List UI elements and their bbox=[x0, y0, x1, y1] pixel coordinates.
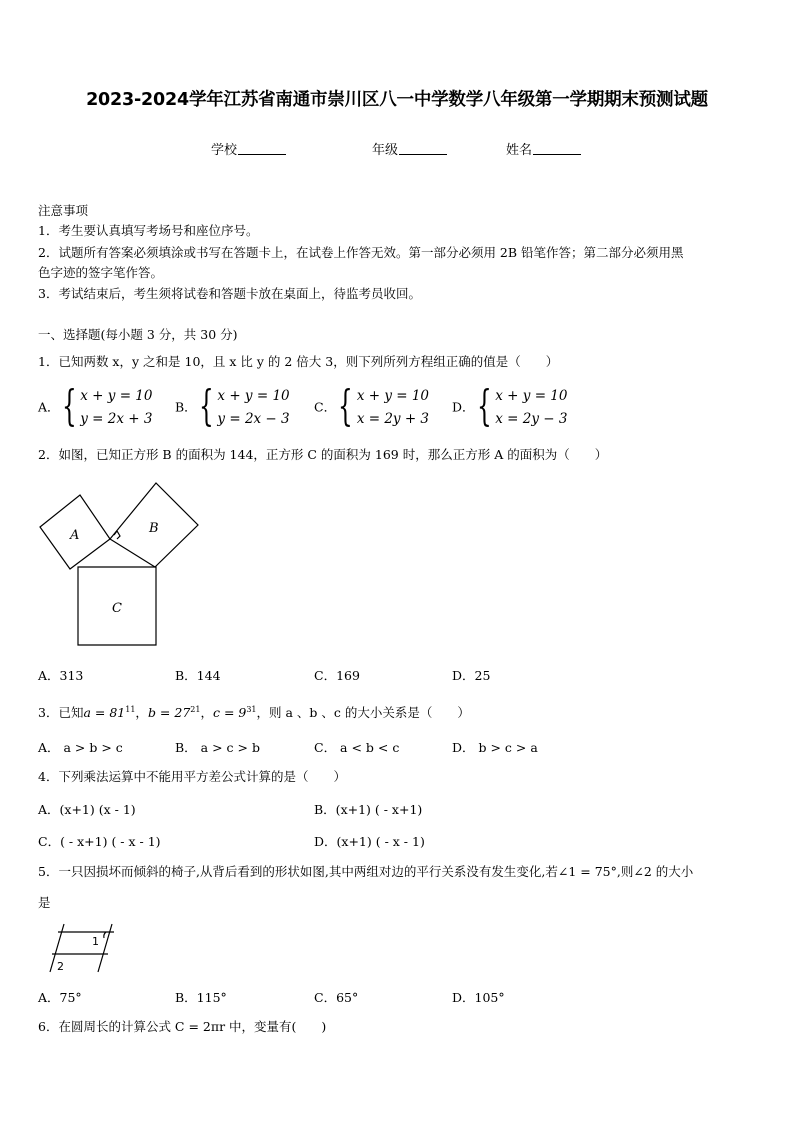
question-4-option-a: A．(x+1) (x - 1) bbox=[38, 802, 136, 817]
question-6-stem: 6．在圆周长的计算公式 C = 2πr 中，变量有( ) bbox=[38, 1019, 327, 1034]
question-3-stem: 3．已知$a = 81^{11}$，$b = 27^{21}$，$c = 9^{31}$，则 a 、b 、c 的大小关系是（ ） bbox=[38, 705, 470, 721]
question-2-option-a: A．313 bbox=[38, 668, 84, 683]
question-5-stem-cont: 是 bbox=[38, 895, 51, 910]
notice-item: 2．试题所有答案必须填涂或书写在答题卡上，在试卷上作答无效。第一部分必须用 2B 铅笔作答；第二部分必须用黑 bbox=[38, 245, 684, 260]
question-5-option-a: A．75° bbox=[38, 990, 82, 1005]
question-3-option-d: D． b > c > a bbox=[452, 740, 538, 755]
square-a-label: A bbox=[70, 528, 80, 543]
question-1-option-b: B． { x + y = 10 y = 2x − 3 bbox=[175, 381, 290, 430]
angle-2-label: 2 bbox=[57, 960, 64, 973]
question-5-stem: 5．一只因损坏而倾斜的椅子,从背后看到的形状如图,其中两组对边的平行关系没有发生变化,若∠1 = 75°,则∠2 的大小 bbox=[38, 864, 694, 879]
question-4-option-d: D．(x+1) ( - x - 1) bbox=[314, 834, 425, 849]
angle-1-label: 1 bbox=[92, 935, 99, 948]
school-field: 学校 bbox=[211, 139, 286, 158]
notice-heading: 注意事项 bbox=[38, 203, 89, 218]
question-3-option-a: A． a > b > c bbox=[38, 740, 123, 755]
page-title: 2023-2024学年江苏省南通市崇川区八一中学数学八年级第一学期期末预测试题 bbox=[86, 90, 708, 110]
school-blank bbox=[238, 142, 286, 155]
square-c-label: C bbox=[112, 601, 122, 616]
question-5-option-b: B．115° bbox=[175, 990, 227, 1005]
grade-field: 年级 bbox=[372, 139, 447, 158]
question-4-stem: 4．下列乘法运算中不能用平方差公式计算的是（ ） bbox=[38, 769, 346, 784]
grade-blank bbox=[399, 142, 447, 155]
name-field: 姓名 bbox=[506, 139, 581, 158]
section-heading: 一、选择题(每小题 3 分，共 30 分) bbox=[38, 327, 238, 342]
question-5-option-d: D．105° bbox=[452, 990, 505, 1005]
chair-figure bbox=[44, 918, 124, 978]
notice-item: 色字迹的签字笔作答。 bbox=[38, 265, 164, 280]
question-1-option-d: D． { x + y = 10 x = 2y − 3 bbox=[452, 381, 568, 430]
notice-item: 1．考生要认真填写考场号和座位序号。 bbox=[38, 223, 259, 238]
question-1-option-a: A． { x + y = 10 y = 2x + 3 bbox=[38, 381, 153, 430]
square-b-label: B bbox=[149, 521, 159, 536]
question-2-option-d: D．25 bbox=[452, 668, 491, 683]
notice-item: 3．考试结束后，考生须将试卷和答题卡放在桌面上，待监考员收回。 bbox=[38, 286, 421, 301]
question-1-option-c: C． { x + y = 10 x = 2y + 3 bbox=[314, 381, 430, 430]
question-3-option-c: C． a < b < c bbox=[314, 740, 400, 755]
squares-figure bbox=[30, 475, 210, 655]
question-1-stem: 1．已知两数 x，y 之和是 10，且 x 比 y 的 2 倍大 3，则下列所列方程组正确的值是（ ） bbox=[38, 354, 559, 369]
question-4-option-b: B．(x+1) ( - x+1) bbox=[314, 802, 423, 817]
question-2-stem: 2．如图，已知正方形 B 的面积为 144，正方形 C 的面积为 169 时，那么正方形 A 的面积为（ ） bbox=[38, 447, 608, 462]
question-4-option-c: C．( - x+1) ( - x - 1) bbox=[38, 834, 161, 849]
question-2-option-c: C．169 bbox=[314, 668, 360, 683]
question-2-option-b: B．144 bbox=[175, 668, 221, 683]
question-5-option-c: C．65° bbox=[314, 990, 359, 1005]
question-3-option-b: B． a > c > b bbox=[175, 740, 260, 755]
name-blank bbox=[533, 142, 581, 155]
